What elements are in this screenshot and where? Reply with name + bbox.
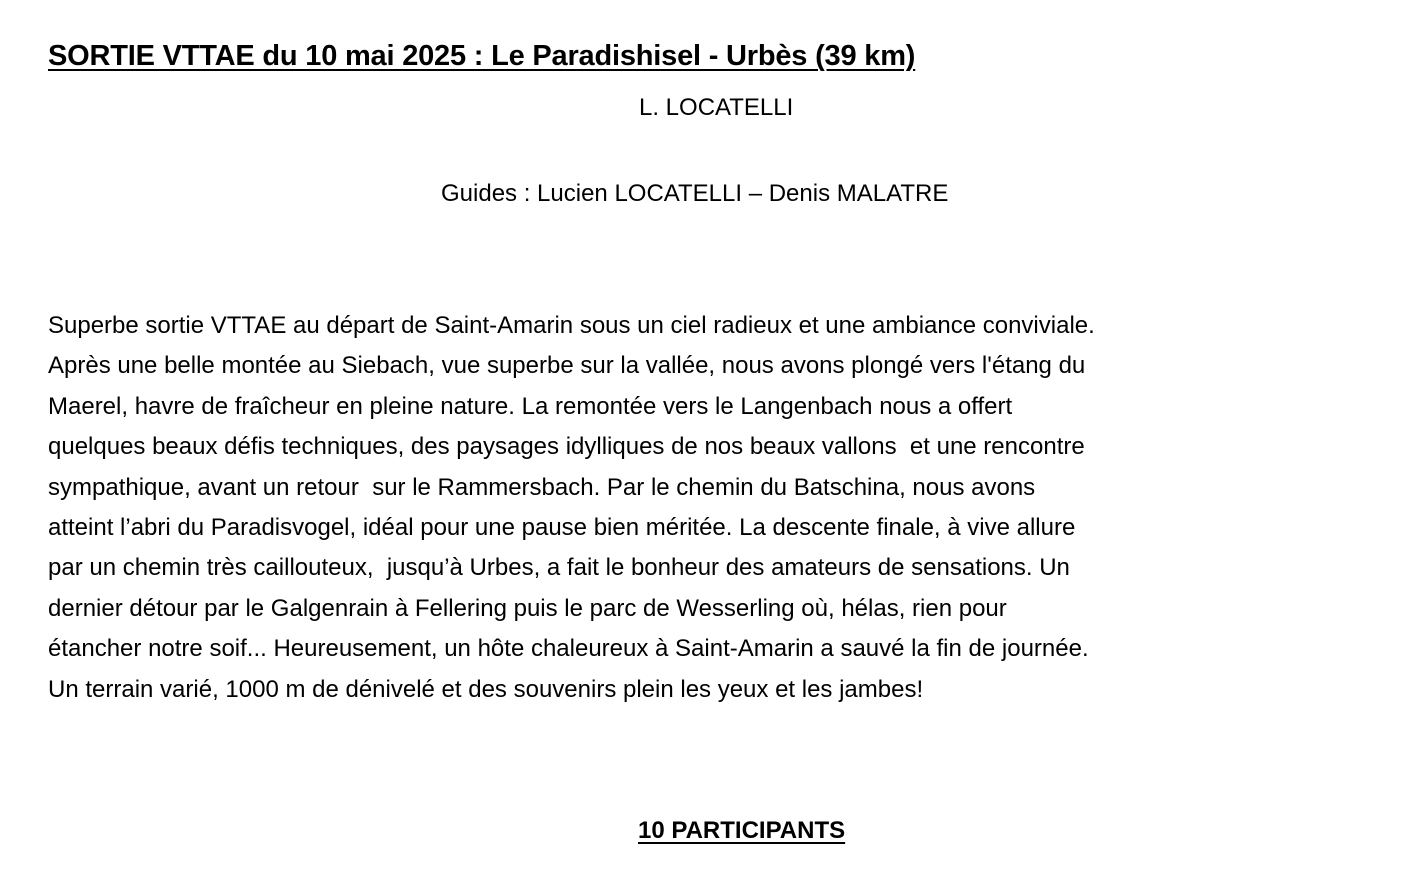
body-line: Superbe sortie VTTAE au départ de Saint-Amarin sous un ciel radieux et une ambiance conviviale. bbox=[48, 312, 1095, 339]
author-name: L. LOCATELLI bbox=[639, 94, 794, 121]
body-line: quelques beaux défis techniques, des paysages idylliques de nos beaux vallons et une rencontre bbox=[48, 433, 1085, 461]
body-line: Un terrain varié, 1000 m de dénivelé et des souvenirs plein les yeux et les jambes! bbox=[48, 675, 924, 703]
body-line: atteint l’abri du Paradisvogel, idéal pour une pause bien méritée. La descente finale, à vive allure bbox=[48, 514, 1076, 542]
guides-line: Guides : Lucien LOCATELLI – Denis MALATRE bbox=[441, 180, 949, 207]
body-line: dernier détour par le Galgenrain à Fellering puis le parc de Wesserling où, hélas, rien pour bbox=[48, 594, 1007, 622]
participants-count: 10 PARTICIPANTS bbox=[638, 817, 846, 844]
body-line: par un chemin très caillouteux, jusqu’à Urbes, a fait le bonheur des amateurs de sensations. Un bbox=[48, 554, 1070, 582]
report-body bbox=[48, 306, 1393, 710]
body-line: étancher notre soif... Heureusement, un hôte chaleureux à Saint-Amarin a sauvé la fin de journée. bbox=[48, 635, 1089, 663]
document-title: SORTIE VTTAE du 10 mai 2025 : Le Paradishisel - Urbès (39 km) bbox=[48, 40, 916, 72]
body-line: Maerel, havre de fraîcheur en pleine nature. La remontée vers le Langenbach nous a offert bbox=[48, 392, 1013, 420]
body-line: sympathique, avant un retour sur le Rammersbach. Par le chemin du Batschina, nous avons bbox=[48, 473, 1036, 501]
body-line: Après une belle montée au Siebach, vue superbe sur la vallée, nous avons plongé vers l'étang du bbox=[48, 352, 1086, 380]
